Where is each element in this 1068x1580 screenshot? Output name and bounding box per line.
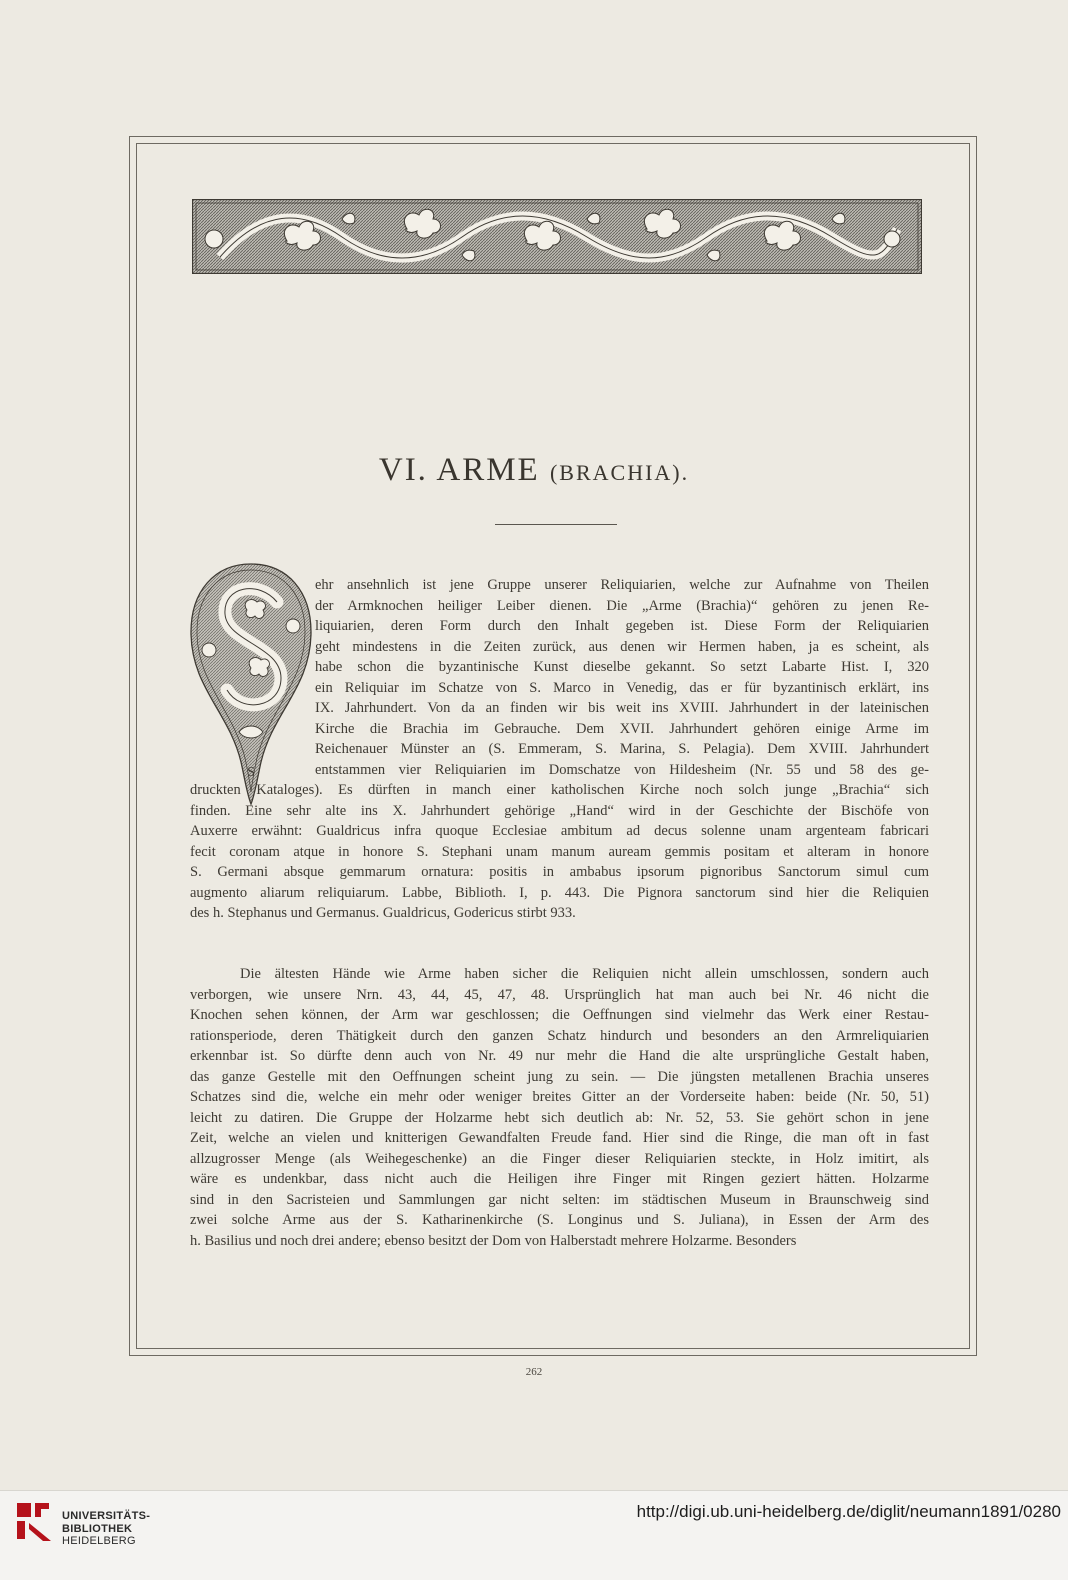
text-line: augmento aliarum reliquiarum. Labbe, Biblioth. I, p. 443. Die Pignora sanctorum sind hier die Reliquien [190,884,929,901]
text-line: erkennbar ist. So dürfte denn auch von Nr. 49 nur mehr die Hand die alte ursprüngliche Gestalt haben, [190,1048,929,1064]
text-line: leicht zu datiren. Die Gruppe der Holzarme hebt sich deutlich ab: Nr. 52, 53. Sie gehört schon in jene [190,1109,929,1126]
text-line: verborgen, wie unsere Nrn. 43, 44, 45, 47, 48. Ursprünglich hat man auch bei Nr. 46 nicht die [190,986,929,1003]
paragraph-2 [190,964,929,1251]
library-name-line-3: HEIDELBERG [62,1535,136,1547]
text-line: wäre es undenkbar, dass nicht auch die Heiligen ihre Finger mit Ringen geziert hätten. Holzarme [190,1171,929,1187]
text-line: druckten Kataloges). Es dürften in manch einer katholischen Kirche noch solch junge „Brachia“ sich [190,782,929,798]
chapter-title [0,452,1068,489]
text-line: entstammen vier Reliquiarien im Domschatze von Hildesheim (Nr. 55 und 58 des ge- [315,761,929,778]
text-line: geht mindestens in die Zeiten zurück, aus denen wir Hermen haben, ja es scheint, als [315,638,929,655]
ornamental-banner [192,199,922,274]
text-line: Auxerre erwähnt: Gualdricus infra quoque Ecclesiae ambitum ad decus solenne unam argenteam fabricari [190,823,929,839]
title-divider [495,524,617,525]
library-name [62,1510,150,1548]
source-url-link[interactable]: http://digi.ub.uni-heidelberg.de/diglit/neumann1891/0280 [636,1502,1061,1521]
text-line: Die ältesten Hände wie Arme haben sicher die Reliquien nicht allein umschlossen, sondern auch [240,966,929,982]
text-line: ein Reliquiar im Schatze von S. Marco in Venedig, das er für byzantinisch erklärt, ins [315,679,929,696]
text-line: finden. Eine sehr alte ins X. Jahrhundert gehörige „Hand“ wird in der Geschichte der Bischöfe von [190,802,929,819]
text-line: Reichenauer Münster an (S. Emmeram, S. Marina, S. Pelagia). Dem XVIII. Jahrhundert [315,741,929,757]
text-line: habe schon die byzantinische Kunst dieselbe gekannt. So setzt Labarte Hist. I, 320 [315,659,929,675]
text-line: Schatzes sind die, welche ein mehr oder weniger breites Gitter an der Vorderseite haben: beide (Nr. 50, 51) [190,1089,929,1105]
text-line: des h. Stephanus und Germanus. Gualdricus, Godericus stirbt 933. [190,905,576,921]
text-line: h. Basilius und noch drei andere; ebenso besitzt der Dom von Halberstadt mehrere Holzarme. Besonders [190,1232,797,1249]
chapter-title-main: VI. ARME [378,452,540,488]
text-line: fecit coronam atque in honore S. Stephani unam manum auream gemmis positam et alteram in honore [190,843,929,860]
library-logo-icon [13,1499,55,1545]
library-name-line-1: UNIVERSITÄTS- [62,1510,151,1522]
chapter-title-subtitle: (BRACHIA). [549,460,690,485]
text-line: liquiarien, deren Form durch den Inhalt gegeben ist. Diese Form der Reliquiarien [315,618,929,634]
initial-letter-text: S [247,765,255,780]
page-number: 262 [525,1366,543,1378]
text-line: Knochen sehen können, der Arm war geschlossen; die Oeffnungen sind vielmehr das Werk einer Restau- [190,1007,929,1023]
text-line: ehr ansehnlich ist jene Gruppe unserer Reliquiarien, welche zur Aufnahme von Theilen [315,577,929,593]
text-line: zwei solche Arme aus der S. Katharinenkirche (S. Longinus und S. Juliana), in Essen der Arm des [190,1212,929,1228]
text-line: IX. Jahrhundert. Von da an finden wir bis weit ins XVIII. Jahrhundert in der lateinischen [315,700,929,716]
text-line: allzugrosser Menge (als Weihegeschenke) an die Finger dieser Reliquiarien steckte, in Holz imitirt, als [190,1150,929,1167]
text-line: S. Germani absque gemmarum ornatura: positis in ambabus ipsorum pignoribus Sanctorum simul cum [190,864,929,880]
text-line: rationsperiode, deren Thätigkeit durch den ganzen Schatz hindurch und besonders an den Armreliquiarien [190,1027,929,1044]
text-line: der Armknochen heiliger Leiber dienen. Die „Arme (Brachia)“ gehören zu jenen Re- [315,597,929,614]
text-line: das ganze Gestelle mit den Oeffnungen scheint jung zu sein. — Die jüngsten metallenen Brachia unseres [190,1068,929,1085]
paragraph-1 [190,575,929,924]
text-line: Kirche die Brachia im Gebrauche. Dem XVII. Jahrhundert gehören einige Arme im [315,720,929,737]
library-name-line-2: BIBLIOTHEK [62,1522,133,1535]
text-line: sind in den Sacristeien und Sammlungen gar nicht selten: im städtischen Museum in Braunschweig sind [190,1191,929,1208]
text-line: Zeit, welche an vielen und knitterigen Gewandfalten Freude fand. Hier sind die Ringe, die man oft in fast [190,1130,929,1146]
